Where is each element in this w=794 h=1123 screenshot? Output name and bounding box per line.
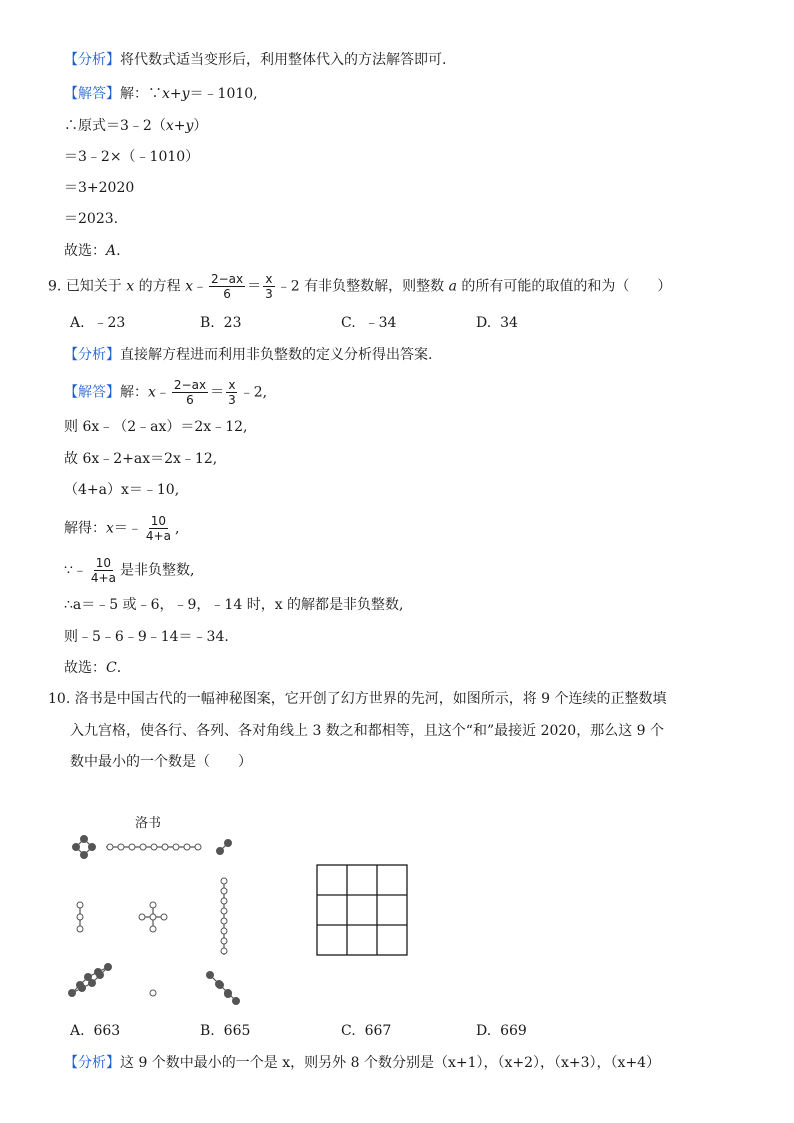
option-label: C. [341, 1023, 356, 1039]
q8-answer-pre: 故选： [64, 243, 106, 259]
q8-answer-post: . [116, 243, 121, 259]
luoshu-figure [60, 805, 250, 1015]
q8-answer-value: A [106, 243, 117, 259]
q9-solution-line [64, 378, 267, 407]
q8-analysis-text: 将代数式适当变形后，利用整体代入的方法解答即可. [120, 52, 447, 68]
q9-option-c[interactable] [341, 313, 396, 333]
q9-frac1-den: 6 [223, 287, 231, 301]
q9-minus: ﹣ [192, 278, 207, 295]
q9-sol-eq: ＝ [210, 384, 225, 401]
q9-sol-tail: ﹣2, [239, 384, 268, 401]
option-label: B. [200, 1023, 215, 1039]
q9-frac2-num: x [265, 272, 273, 286]
q8-sol-pre: 解：∵ [120, 86, 162, 102]
q9-sol-frac2-den: 3 [228, 393, 236, 407]
q9-answer-pre: 故选： [64, 660, 106, 676]
q9-step-5-post: 是非负整数, [119, 562, 195, 579]
q9-step-2: 故 6x﹣2+ax＝2x﹣12, [64, 451, 218, 467]
q9-frac4-num: 10 [95, 556, 112, 570]
q10-option-a[interactable] [70, 1021, 120, 1041]
option-value: 665 [223, 1023, 251, 1039]
q9-var-a: a [448, 278, 457, 295]
q9-option-b[interactable] [200, 313, 241, 333]
q9-fraction-3 [144, 514, 173, 543]
q9-number: 9. [48, 278, 62, 295]
q10-stem-line-1 [48, 689, 667, 709]
q9-sol-minus: ﹣ [155, 384, 170, 401]
q8-step-1-expr: x+y [165, 118, 194, 134]
q9-option-a[interactable] [70, 313, 125, 333]
q9-step-4 [64, 514, 179, 543]
q8-step-1-pre: ∴原式＝3﹣2（ [64, 118, 166, 134]
q8-solution-line [64, 84, 258, 104]
q8-step-3: ＝3+2020 [64, 180, 135, 196]
option-label: C. [341, 315, 356, 331]
grid-border [317, 865, 407, 955]
q10-stem-line-3: 数中最小的一个数是（ ） [70, 754, 252, 770]
q9-step-1: 则 6x﹣（2﹣ax）＝2x﹣12, [64, 419, 248, 435]
luoshu-title: 洛书 [134, 816, 162, 831]
option-value: 663 [93, 1023, 121, 1039]
q10-option-d[interactable] [476, 1021, 527, 1041]
q9-step-3: （4+a）x＝﹣10, [64, 482, 180, 498]
q8-sol-post: ＝﹣1010, [189, 86, 258, 102]
option-label: D. [476, 1023, 492, 1039]
q9-step-7: 则﹣5﹣6﹣9﹣14＝﹣34. [64, 629, 229, 645]
q8-analysis-line [64, 50, 446, 70]
q9-sol-fraction-2 [226, 378, 238, 407]
q9-eq: ＝ [247, 278, 262, 295]
q9-sol-frac1-den: 6 [186, 393, 194, 407]
q10-analysis-text: 这 9 个数中最小的一个是 x，则另外 8 个数分别是（x+1），（x+2），（x+3），（x+4） [120, 1055, 661, 1071]
q9-answer-post: . [116, 660, 122, 676]
q9-frac4-den: 4+a [90, 571, 116, 585]
option-label: A. [70, 315, 85, 331]
q10-text-1: 洛书是中国古代的一幅神秘图案，它开创了幻方世界的先河，如图所示，将 9 个连续的正整数填 [74, 691, 667, 707]
q9-frac3-num: 10 [150, 514, 167, 528]
q9-var-x-2: x [185, 278, 193, 295]
option-value: ﹣34 [364, 315, 397, 331]
q10-number: 10. [48, 691, 71, 707]
option-value: 667 [364, 1023, 392, 1039]
q9-frac2-den: 3 [265, 287, 273, 301]
solution-tag: 【解答】 [64, 86, 120, 102]
q8-step-1-post: ） [193, 118, 208, 134]
q10-option-b[interactable] [200, 1021, 250, 1041]
q9-analysis-line [64, 345, 432, 365]
option-value: 23 [223, 315, 242, 331]
option-value: ﹣23 [93, 315, 126, 331]
q9-step-6: ∴a＝﹣5 或﹣6，﹣9，﹣14 时，x 的解都是非负整数, [64, 597, 404, 613]
q9-stem [48, 272, 671, 301]
q10-analysis-line [64, 1053, 660, 1073]
analysis-tag: 【分析】 [64, 1055, 120, 1071]
option-label: D. [476, 315, 492, 331]
q9-sol-frac2-num: x [228, 378, 236, 392]
q9-frac3-den: 4+a [145, 529, 171, 543]
q9-text-2: 的方程 [138, 278, 181, 295]
option-label: A. [70, 1023, 85, 1039]
q9-step-4-pre: 解得： [64, 520, 106, 537]
q9-var-x: x [126, 278, 135, 295]
q9-answer [64, 658, 121, 678]
q8-answer [64, 241, 121, 261]
q9-analysis-text: 直接解方程进而利用非负整数的定义分析得出答案. [120, 347, 433, 363]
q9-step-4-x: x [106, 520, 114, 537]
q8-step-2: ＝3﹣2×（﹣1010） [64, 149, 200, 165]
q9-sol-fraction-1 [172, 378, 208, 407]
q9-option-d[interactable] [476, 313, 518, 333]
q9-step-4-eq: ＝﹣ [113, 520, 142, 537]
q9-frac1-num: 2−ax [210, 272, 244, 286]
q9-step-5 [64, 556, 194, 585]
q9-sol-x: x [148, 384, 156, 401]
q9-text-1: 已知关于 [65, 278, 122, 295]
q10-stem-line-2: 入九宫格，使各行、各列、各对角线上 3 数之和都相等，且这个“和”最接近 2020，那么这 9 个 [70, 723, 665, 739]
analysis-tag: 【分析】 [64, 347, 120, 363]
q8-step-4: ＝2023. [64, 211, 119, 227]
option-value: 34 [500, 315, 518, 331]
q9-step-5-pre: ∵﹣ [64, 562, 87, 579]
analysis-tag: 【分析】 [64, 52, 120, 68]
q9-sol-pre: 解： [120, 384, 148, 401]
nine-grid [316, 864, 408, 956]
q9-fraction-2 [263, 272, 275, 301]
q8-step-1 [64, 116, 207, 136]
q9-fraction-1 [209, 272, 245, 301]
q10-option-c[interactable] [341, 1021, 391, 1041]
option-label: B. [200, 315, 215, 331]
q9-fraction-4 [89, 556, 118, 585]
q9-step-4-post: , [174, 520, 180, 537]
q9-answer-value: C [106, 660, 117, 676]
solution-tag: 【解答】 [64, 384, 120, 401]
q9-text-3: ﹣2 有非负整数解，则整数 [276, 278, 445, 295]
q9-sol-frac1-num: 2−ax [173, 378, 207, 392]
q8-sol-expr: x+y [162, 86, 190, 102]
q9-text-4: 的所有可能的取值的和为（ ） [461, 278, 672, 295]
option-value: 669 [500, 1023, 527, 1039]
